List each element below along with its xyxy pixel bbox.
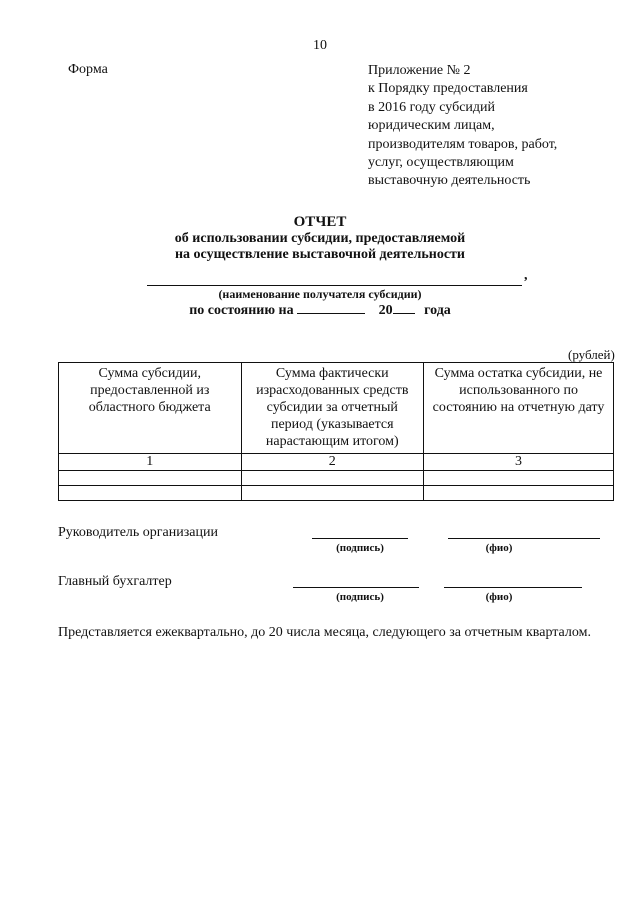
head-name-caption: (фио) [485, 542, 513, 554]
table-row [59, 471, 614, 486]
recipient-name-field[interactable] [147, 285, 522, 286]
table-header-row [59, 363, 614, 454]
accountant-signature-caption: (подпись) [336, 591, 384, 603]
table-column-number: 1 [59, 454, 242, 471]
head-signature-caption: (подпись) [336, 542, 384, 554]
table-column-number: 3 [424, 454, 614, 471]
report-title: ОТЧЕТ [293, 214, 347, 230]
appendix-line: к Порядку предоставления [368, 81, 528, 97]
accountant-signature-label: Главный бухгалтер [58, 574, 172, 589]
appendix-block [368, 62, 618, 191]
table-row [59, 486, 614, 501]
table-cell[interactable] [241, 471, 424, 486]
state-date-line [0, 301, 640, 319]
appendix-line: юридическим лицам, [368, 118, 495, 134]
head-signature-label: Руководитель организации [58, 525, 218, 540]
table-column-number: 2 [241, 454, 424, 471]
currency-note: (рублей) [568, 347, 615, 362]
accountant-name-caption: (фио) [485, 591, 513, 603]
accountant-name-field[interactable] [444, 587, 582, 588]
head-signature-field[interactable] [312, 538, 408, 539]
table-column-numbers-row [59, 454, 614, 471]
head-name-field[interactable] [448, 538, 600, 539]
recipient-caption: (наименование получателя субсидии) [218, 287, 422, 301]
state-year-prefix: 20 [378, 303, 393, 318]
recipient-comma: , [524, 268, 528, 283]
table-cell[interactable] [424, 486, 614, 501]
table-cell[interactable] [241, 486, 424, 501]
accountant-signature-field[interactable] [293, 587, 419, 588]
table-cell[interactable] [59, 471, 242, 486]
table-header-cell: Сумма фактически израсходованных средств субсидии за отчетный период (указывается нарастающим итогом) [241, 363, 424, 454]
submission-note: Представляется ежеквартально, до 20 числа месяца, следующего за отчетным кварталом. [58, 625, 591, 640]
state-prefix: по состоянию на [189, 303, 294, 318]
appendix-line: производителям товаров, работ, [368, 136, 558, 152]
appendix-line: Приложение № 2 [368, 63, 471, 78]
appendix-line: выставочную деятельность [368, 173, 531, 189]
page-number: 10 [313, 38, 327, 53]
table-cell[interactable] [424, 471, 614, 486]
appendix-line: в 2016 году субсидий [368, 99, 496, 115]
table-header-cell: Сумма субсидии, предоставленной из областного бюджета [59, 363, 242, 454]
report-subtitle-line1: об использовании субсидии, предоставляемой [174, 231, 466, 246]
subsidy-report-table [58, 362, 614, 501]
table-header-cell: Сумма остатка субсидии, не использованного по состоянию на отчетную дату [424, 363, 614, 454]
state-suffix: года [424, 303, 451, 318]
table-cell[interactable] [59, 486, 242, 501]
form-label: Форма [68, 62, 108, 77]
state-year-field[interactable] [393, 301, 415, 314]
appendix-line: услуг, осуществляющим [368, 155, 514, 171]
state-date-field[interactable] [297, 301, 365, 314]
report-subtitle-line2: на осуществление выставочной деятельности [174, 247, 465, 262]
report-title-block [0, 213, 640, 263]
